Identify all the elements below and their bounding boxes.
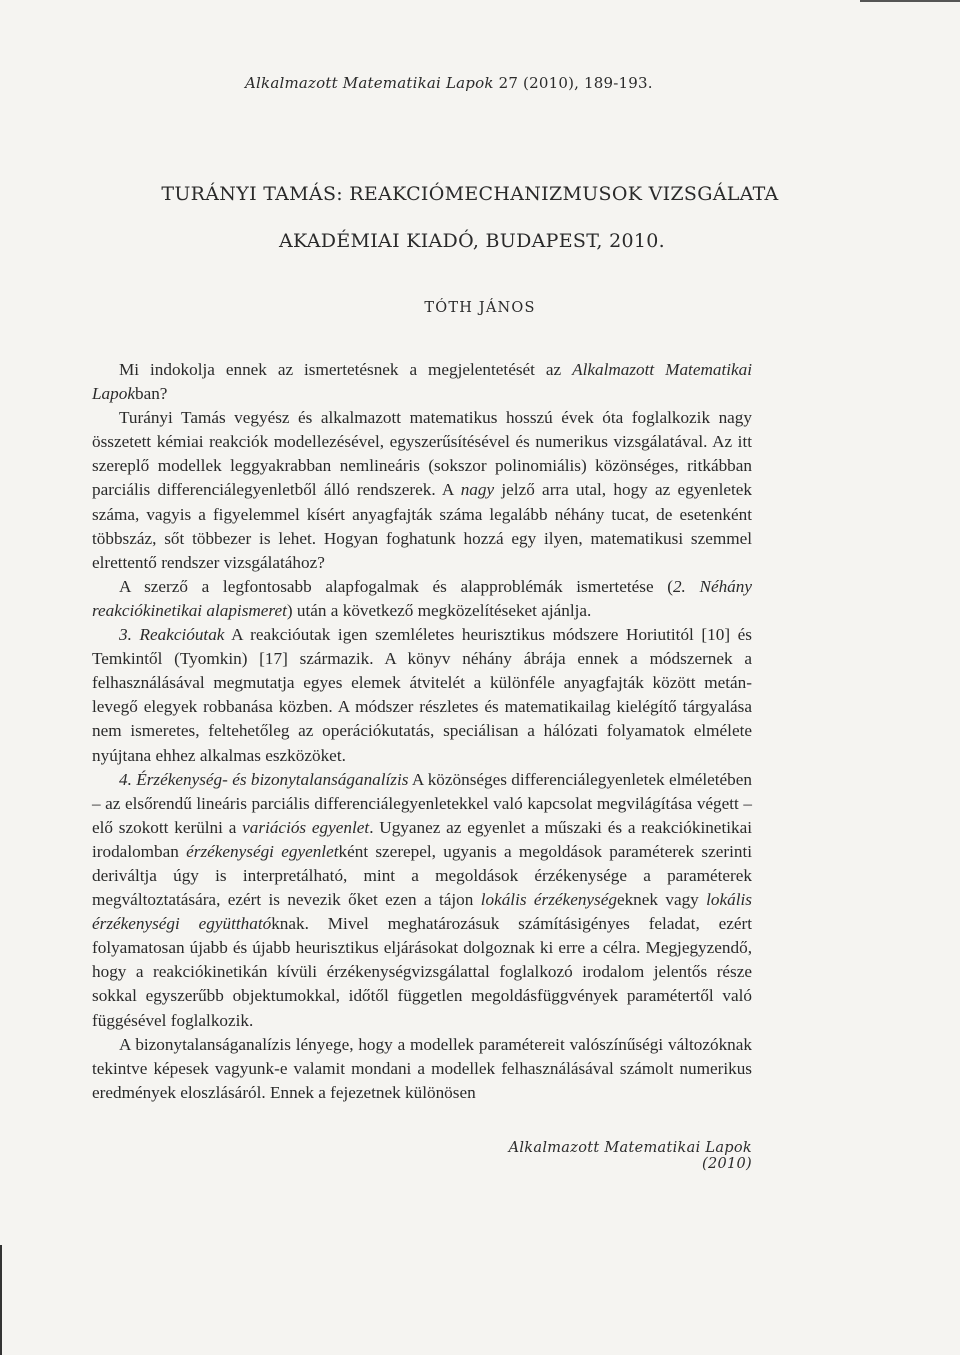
paragraph-3: A szerző a legfontosabb alapfogalmak és alapproblémák ismertetése (2. Néhány reakciókinetikai alapismeret) után a következő megközelítéseket ajánlja. xyxy=(92,576,752,620)
article-body xyxy=(92,358,752,1105)
scan-edge-top xyxy=(860,0,960,2)
paragraph-4: 3. Reakcióutak A reakcióutak igen szemléletes heurisztikus módszere Horiutitól [10] és Temkintől (Tyomkin) [17] származik. A könyv néhány ábrája ennek a módszernek a felhasználásával megmutatja egyes elemek átvitelét a különféle anyagfajták között metán-levegő elegyek robbanása közben. A módszer részletes és matematikailag kielégítő tárgyalása nem ismeretes, feltehetőleg az operációkutatás, speciálisan a hálózati folyamatok elmélete nyújtana ehhez alkalmas eszközöket. xyxy=(92,625,752,765)
section-heading-3: 3. Reakcióutak xyxy=(119,625,225,645)
review-book-title: TURÁNYI TAMÁS: REAKCIÓMECHANIZMUSOK VIZSGÁLATA xyxy=(161,183,779,205)
paragraph-5: 4. Érzékenység- és bizonytalanságanalízis A közönséges differenciálegyenletek elméletében – az elsőrendű lineáris parciális differenciálegyenletekkel való kapcsolat megvilágítása végett – elő szokott kerülni a variációs egyenlet. Ugyanez az egyenlet a műszaki és a reakciókinetikai irodalomban érzékenységi egyenletként szerepel, ugyanis a megoldások paraméterek szerinti deriváltja úgy is interpretálható, mint a megoldások érzékenysége a paraméterek megváltoztatására, ezért is nevezik őket ezen a tájon lokális érzékenységeknek vagy lokális érzékenységi együtthatóknak. Mivel meghatározásuk számításigényes feladat, ezért folyamatosan újabb és újabb heurisztikus eljárásokat dolgoznak ki erre a célra. Megjegyzendő, hogy a reakciókinetikán kívüli érzékenységvizsgálattal foglalkozó irodalom jelentős része sokkal egyszerűbb objektumokkal, időtől független megoldásfüggvények paramétertől való függésével foglalkozik. xyxy=(92,769,753,1030)
journal-name: Alkalmazott Matematikai Lapok xyxy=(245,74,494,92)
paragraph-6: A bizonytalanságanalízis lényege, hogy a modellek paramétereit valószínűségi változóknak tekintve képesek vagyunk-e valamit mondani a modellek felhasználásával számolt numerikus eredmények eloszlásáról. Ennek a fejezetnek különösen xyxy=(92,1034,752,1102)
journal-header xyxy=(245,74,653,92)
section-heading-4: 4. Érzékenység- és bizonytalanságanalízis xyxy=(119,769,409,789)
journal-volume: 27 xyxy=(498,74,519,92)
paragraph-1: Mi indokolja ennek az ismertetésnek a megjelentetését az Alkalmazott Matematikai Lapokban? xyxy=(92,360,752,404)
paragraph-2: Turányi Tamás vegyész és alkalmazott matematikus hosszú évek óta foglalkozik nagy összetett kémiai reakciók modellezésével, egyszerűsítésével és numerikus vizsgálatával. Az itt szereplő modellek leggyakrabban nemlineáris (sokszor polinomiális) közönséges, ritkábban parciális differenciálegyenletből álló rendszerek. A nagy jelző arra utal, hogy az egyenletek száma, vagyis a figyelemmel kísért anyagfajták száma legalább néhány tucat, de esetenként többszáz, sőt többezer is lehet. Hogyan foghatunk hozzá egy ilyen, matematikusi szemmel elrettentő rendszer vizsgálatához? xyxy=(92,408,753,572)
review-author: TÓTH JÁNOS xyxy=(424,300,536,316)
journal-year-pages: (2010), 189-193. xyxy=(523,74,653,92)
page-footer: Alkalmazott Matematikai Lapok (2010) xyxy=(508,1140,752,1172)
scan-edge-left xyxy=(0,1245,2,1355)
review-publisher: AKADÉMIAI KIADÓ, BUDAPEST, 2010. xyxy=(279,230,665,252)
